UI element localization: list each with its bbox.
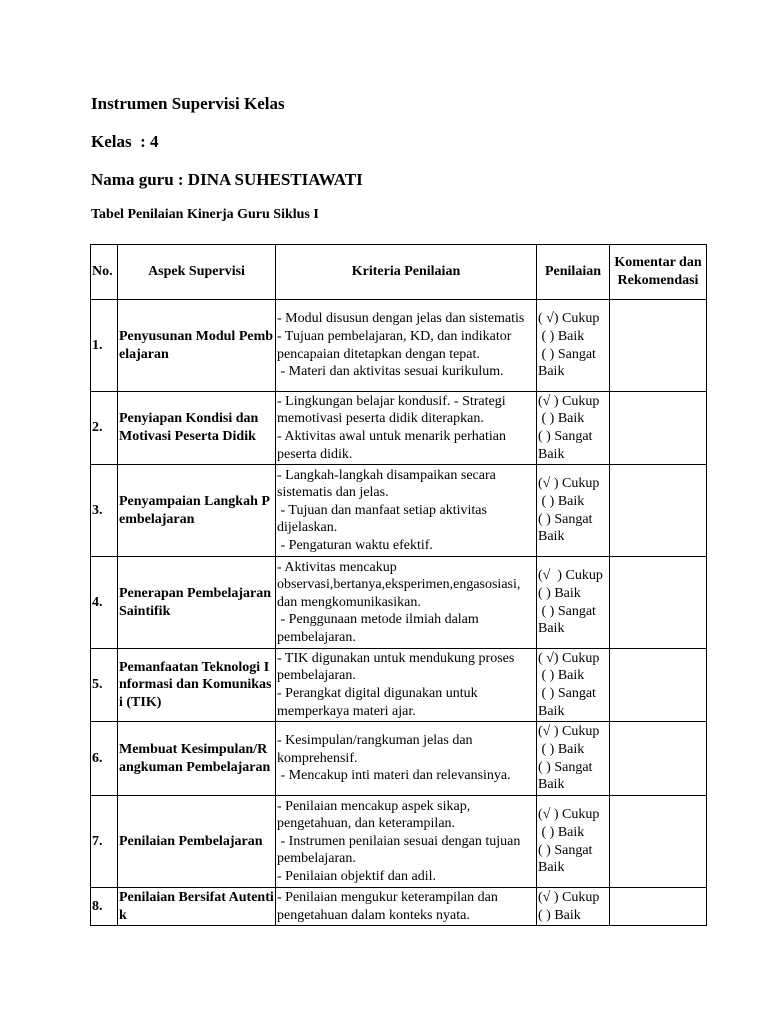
rating-option: ( ) Sangat Baik xyxy=(538,686,600,719)
rating-option: ( ) Sangat Baik xyxy=(538,759,596,793)
rating-option: ( ) Sangat Baik xyxy=(538,842,596,876)
rating-option: (√ ) Cukup xyxy=(538,476,600,492)
rating-option: ( ) Sangat Baik xyxy=(538,429,596,462)
table-row xyxy=(91,722,707,796)
rating-option: (√ ) Cukup xyxy=(538,393,600,409)
table-row xyxy=(91,796,707,888)
komentar-cell[interactable] xyxy=(610,796,707,888)
kriteria-cell xyxy=(276,392,537,465)
penilaian-cell xyxy=(537,465,610,557)
row-number: 7. xyxy=(91,796,118,888)
kelas-label: Kelas : 4 xyxy=(91,132,159,151)
rating-option: (√ ) Cukup xyxy=(538,807,600,823)
kriteria-line: - Tujuan pembelajaran, KD, dan indikator pencapaian ditetapkan dengan tepat. xyxy=(277,328,515,362)
kriteria-line: - Pengaturan waktu efektif. xyxy=(277,537,433,553)
penilaian-cell xyxy=(537,888,610,926)
aspek-cell: Penerapan Pembelajaran Saintifik xyxy=(118,557,276,649)
rating-option: ( ) Baik xyxy=(538,741,585,757)
rating-option: (√ ) Cukup xyxy=(538,568,603,584)
komentar-cell[interactable] xyxy=(610,888,707,926)
row-number: 4. xyxy=(91,557,118,649)
table-body xyxy=(91,300,707,926)
penilaian-cell xyxy=(537,796,610,888)
row-number: 8. xyxy=(91,888,118,926)
header-komentar: Komentar dan Rekomendasi xyxy=(610,245,707,300)
kriteria-cell xyxy=(276,557,537,649)
komentar-cell[interactable] xyxy=(610,722,707,796)
kriteria-line: - Penilaian objektif dan adil. xyxy=(277,868,437,884)
rating-option: ( ) Baik xyxy=(538,411,585,427)
header-no: No. xyxy=(91,245,118,300)
komentar-cell[interactable] xyxy=(610,300,707,392)
rating-option: ( ) Baik xyxy=(538,585,581,601)
table-row xyxy=(91,300,707,392)
rating-option: ( ) Baik xyxy=(538,493,585,509)
rating-option: (√ ) Cukup xyxy=(538,724,600,740)
row-number: 6. xyxy=(91,722,118,796)
kriteria-line: - Lingkungan belajar kondusif. - Strategi memotivasi peserta didik diterapkan. xyxy=(277,393,510,427)
row-number: 3. xyxy=(91,465,118,557)
row-number: 1. xyxy=(91,300,118,392)
kriteria-line: - Materi dan aktivitas sesuai kurikulum. xyxy=(277,364,504,380)
row-number: 2. xyxy=(91,392,118,465)
document-title: Instrumen Supervisi Kelas xyxy=(91,94,285,113)
penilaian-cell xyxy=(537,392,610,465)
aspek-cell: Penyampaian Langkah Pembelajaran xyxy=(118,465,276,557)
header-aspek: Aspek Supervisi xyxy=(118,245,276,300)
kriteria-line: - Mencakup inti materi dan relevansinya. xyxy=(277,768,511,784)
kriteria-cell xyxy=(276,888,537,926)
table-row xyxy=(91,465,707,557)
rating-option: (√ ) Cukup xyxy=(538,889,600,905)
kriteria-line: - Instrumen penilaian sesuai dengan tujuan pembelajaran. xyxy=(277,833,524,867)
komentar-cell[interactable] xyxy=(610,557,707,649)
penilaian-cell xyxy=(537,649,610,722)
table-row xyxy=(91,557,707,649)
kriteria-line: - Aktivitas awal untuk menarik perhatian peserta didik. xyxy=(277,429,510,462)
row-number: 5. xyxy=(91,649,118,722)
rating-option: ( ) Sangat Baik xyxy=(538,346,600,380)
rating-option: ( √) Cukup xyxy=(538,650,600,666)
aspek-cell: Pemanfaatan Teknologi Informasi dan Komunikasi (TIK) xyxy=(118,649,276,722)
rating-option: ( ) Baik xyxy=(538,824,585,840)
kriteria-line: - Penggunaan metode ilmiah dalam pembelajaran. xyxy=(277,612,483,645)
table-row xyxy=(91,649,707,722)
table-row xyxy=(91,392,707,465)
kriteria-cell xyxy=(276,796,537,888)
kriteria-cell xyxy=(276,722,537,796)
aspek-cell: Penilaian Pembelajaran xyxy=(118,796,276,888)
kriteria-line: - Tujuan dan manfaat setiap aktivitas dijelaskan. xyxy=(277,502,491,536)
kriteria-line: - Aktivitas mencakup observasi,bertanya,eksperimen,engasosiasi, dan mengkomunikasikan. xyxy=(277,559,524,610)
kriteria-line: - Modul disusun dengan jelas dan sistematis xyxy=(277,311,525,327)
kriteria-cell xyxy=(276,300,537,392)
rating-option: ( ) Baik xyxy=(538,668,585,684)
rating-option: ( √) Cukup xyxy=(538,311,600,327)
kriteria-cell xyxy=(276,649,537,722)
kriteria-line: - Kesimpulan/rangkuman jelas dan komprehensif. xyxy=(277,733,477,766)
header-kriteria: Kriteria Penilaian xyxy=(276,245,537,300)
table-header-row xyxy=(91,245,707,300)
aspek-cell: Penyusunan Modul Pembelajaran xyxy=(118,300,276,392)
rating-option: ( ) Baik xyxy=(538,907,581,923)
aspek-cell: Penyiapan Kondisi dan Motivasi Peserta Didik xyxy=(118,392,276,465)
komentar-cell[interactable] xyxy=(610,392,707,465)
kriteria-line: - Penilaian mencakup aspek sikap, pengetahuan, dan keterampilan. xyxy=(277,798,474,832)
penilaian-cell xyxy=(537,557,610,649)
teacher-name: Nama guru : DINA SUHESTIAWATI xyxy=(91,170,363,189)
kriteria-line: - Penilaian mengukur keterampilan dan pengetahuan dalam konteks nyata. xyxy=(277,889,502,923)
rating-option: ( ) Sangat Baik xyxy=(538,511,596,545)
aspek-cell: Membuat Kesimpulan/Rangkuman Pembelajaran xyxy=(118,722,276,796)
table-title: Tabel Penilaian Kinerja Guru Siklus I xyxy=(91,207,319,222)
assessment-table xyxy=(90,244,707,926)
aspek-cell: Penilaian Bersifat Autentik xyxy=(118,888,276,926)
komentar-cell[interactable] xyxy=(610,649,707,722)
kriteria-line: - Langkah-langkah disampaikan secara sistematis dan jelas. xyxy=(277,467,500,501)
header-penilaian: Penilaian xyxy=(537,245,610,300)
penilaian-cell xyxy=(537,300,610,392)
rating-option: ( ) Baik xyxy=(538,328,585,344)
rating-option: ( ) Sangat Baik xyxy=(538,603,600,637)
komentar-cell[interactable] xyxy=(610,465,707,557)
table-row xyxy=(91,888,707,926)
kriteria-line: - TIK digunakan untuk mendukung proses pembelajaran. xyxy=(277,650,518,684)
kriteria-cell xyxy=(276,465,537,557)
penilaian-cell xyxy=(537,722,610,796)
kriteria-line: - Perangkat digital digunakan untuk memperkaya materi ajar. xyxy=(277,686,482,719)
